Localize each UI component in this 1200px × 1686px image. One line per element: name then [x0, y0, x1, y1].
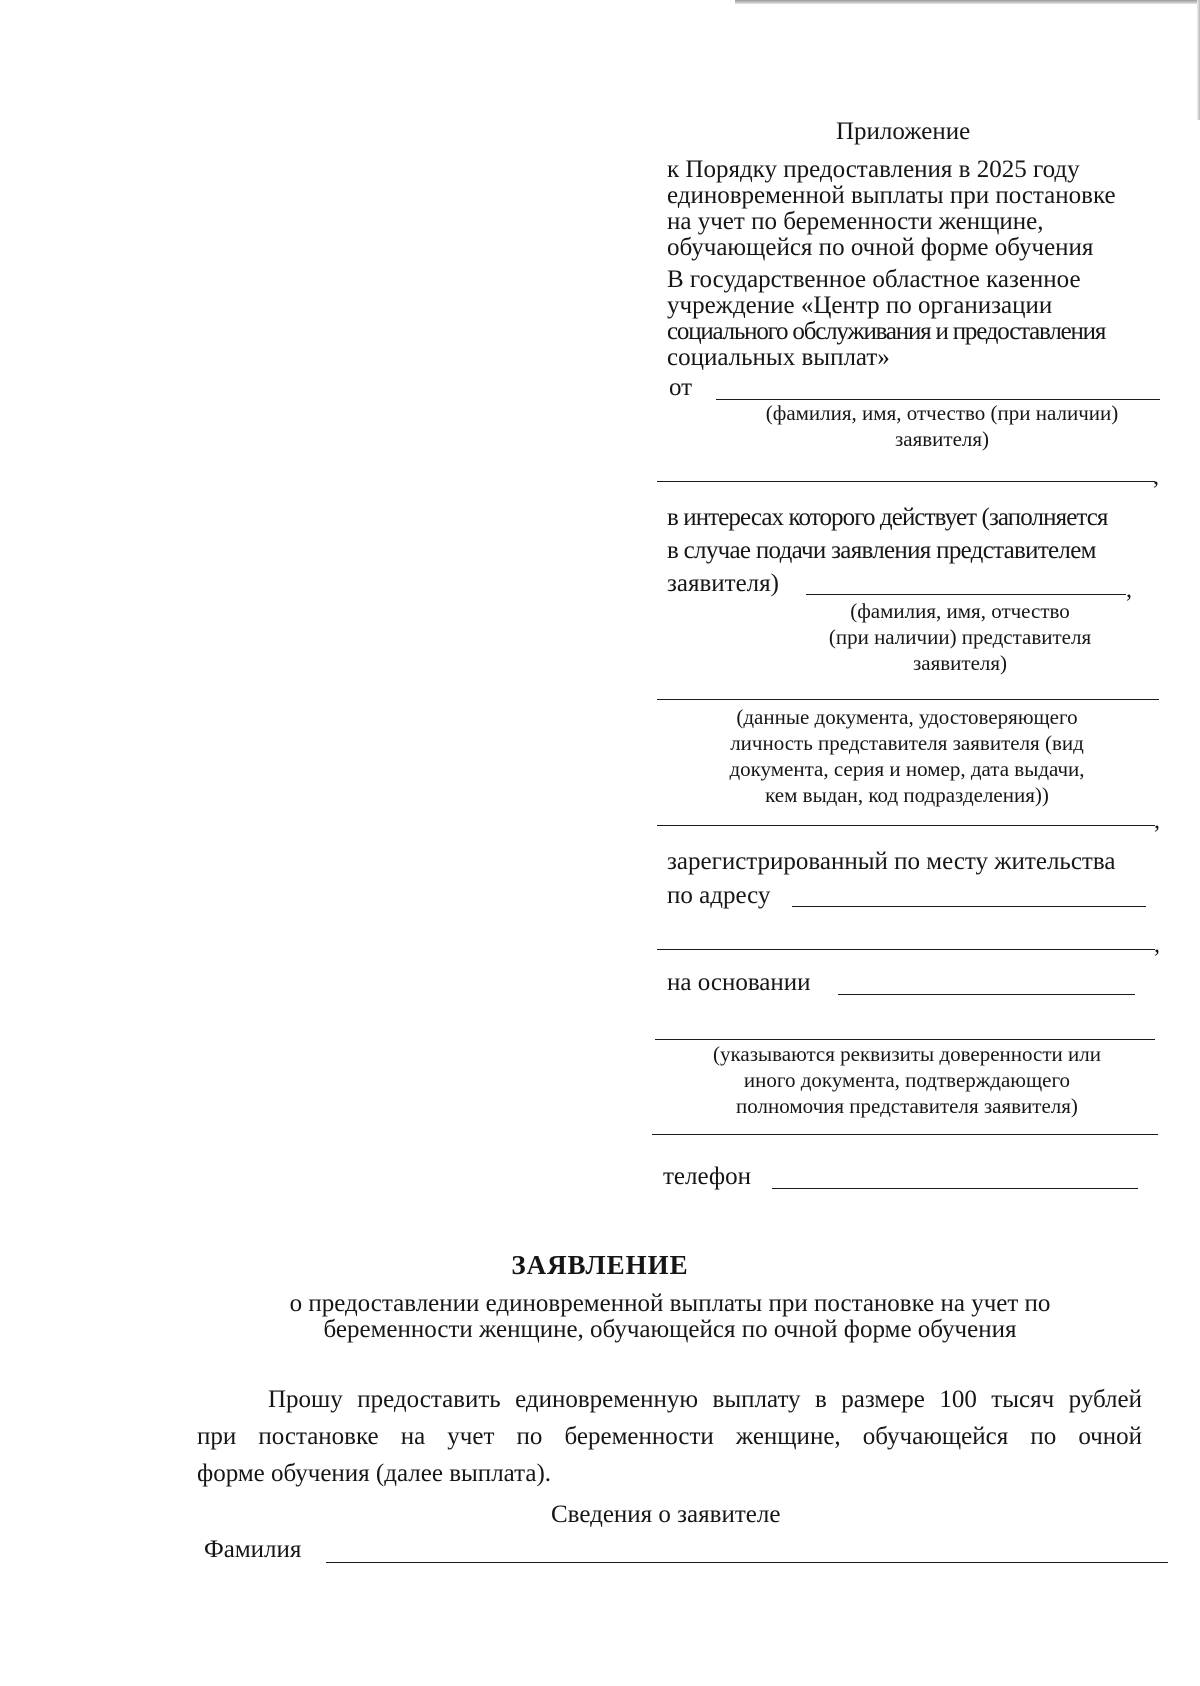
registration-address-field-continued[interactable]	[657, 949, 1155, 950]
applicant-name-hint-1: (фамилия, имя, отчество (при наличии)	[765, 401, 1119, 425]
representative-name-comma: ,	[1126, 577, 1132, 603]
representative-document-field-continued[interactable]	[657, 825, 1155, 826]
representative-intro-2: в случае подачи заявления представителем	[667, 537, 1096, 564]
representative-name-field[interactable]	[806, 594, 1126, 595]
appendix-ref-line-4: обучающейся по очной форме обучения	[667, 234, 1094, 261]
addressee-line-4: социальных выплат»	[667, 344, 890, 371]
representative-name-hint-2: (при наличии) представителя	[828, 625, 1092, 649]
basis-hint-1: (указываются реквизиты доверенности или	[713, 1042, 1101, 1066]
basis-field-continued[interactable]	[655, 1039, 1155, 1040]
statement-body-line-1: Прошу предоставить единовременную выплату в размере 100 тысяч рублей	[268, 1386, 1142, 1413]
representative-name-hint-3: заявителя)	[912, 651, 1008, 675]
appendix-ref-line-3: на учет по беременности женщине,	[667, 208, 1044, 235]
surname-field[interactable]	[326, 1562, 1168, 1563]
representative-intro-3: заявителя)	[667, 570, 779, 597]
registration-comma: ,	[1154, 932, 1160, 958]
representative-doc-hint-3: документа, серия и номер, дата выдачи,	[729, 757, 1085, 781]
basis-label: на основании	[667, 969, 811, 996]
scan-edge	[735, 0, 1200, 4]
representative-document-field[interactable]	[657, 699, 1159, 700]
appendix-ref-line-1: к Порядку предоставления в 2025 году	[667, 156, 1080, 183]
phone-field[interactable]	[772, 1188, 1138, 1189]
applicant-name-field-continued[interactable]	[657, 481, 1155, 482]
statement-subtitle-1: о предоставлении единовременной выплаты при постановке на учет по	[289, 1290, 1051, 1317]
registration-address-field[interactable]	[792, 906, 1146, 907]
applicant-name-hint-2: заявителя)	[894, 427, 990, 451]
from-label: от	[669, 374, 693, 401]
addressee-line-1: В государственное областное казенное	[667, 266, 1081, 293]
registration-label-2: по адресу	[667, 882, 771, 909]
statement-subtitle-2: беременности женщине, обучающейся по очной форме обучения	[323, 1316, 1017, 1343]
addressee-line-2: учреждение «Центр по организации	[667, 292, 1053, 319]
applicant-comma: ,	[1153, 464, 1159, 490]
representative-doc-hint-4: кем выдан, код подразделения))	[765, 783, 1049, 807]
representative-name-hint-1: (фамилия, имя, отчество	[850, 599, 1070, 623]
statement-body-line-2: при постановке на учет по беременности женщине, обучающейся по очной	[197, 1423, 1142, 1450]
representative-intro-1: в интересах которого действует (заполняется	[667, 504, 1108, 531]
statement-body-line-3: форме обучения (далее выплата).	[197, 1460, 552, 1487]
phone-label: телефон	[663, 1163, 751, 1190]
representative-doc-hint-1: (данные документа, удостоверяющего	[736, 705, 1078, 729]
basis-field[interactable]	[838, 994, 1135, 995]
registration-label-1: зарегистрированный по месту жительства	[667, 848, 1116, 875]
basis-hint-2: иного документа, подтверждающего	[743, 1068, 1071, 1092]
representative-doc-comma: ,	[1154, 808, 1160, 834]
surname-label: Фамилия	[204, 1536, 302, 1563]
basis-hint-3: полномочия представителя заявителя)	[736, 1094, 1078, 1118]
applicant-info-section-title: Сведения о заявителе	[551, 1501, 781, 1528]
statement-title: ЗАЯВЛЕНИЕ	[511, 1250, 689, 1280]
appendix-title: Приложение	[836, 118, 971, 145]
representative-doc-hint-2: личность представителя заявителя (вид	[730, 731, 1084, 755]
addressee-line-3: социального обслуживания и предоставления	[667, 318, 1106, 345]
appendix-ref-line-2: единовременной выплаты при постановке	[667, 182, 1116, 209]
basis-field-final[interactable]	[652, 1134, 1158, 1135]
